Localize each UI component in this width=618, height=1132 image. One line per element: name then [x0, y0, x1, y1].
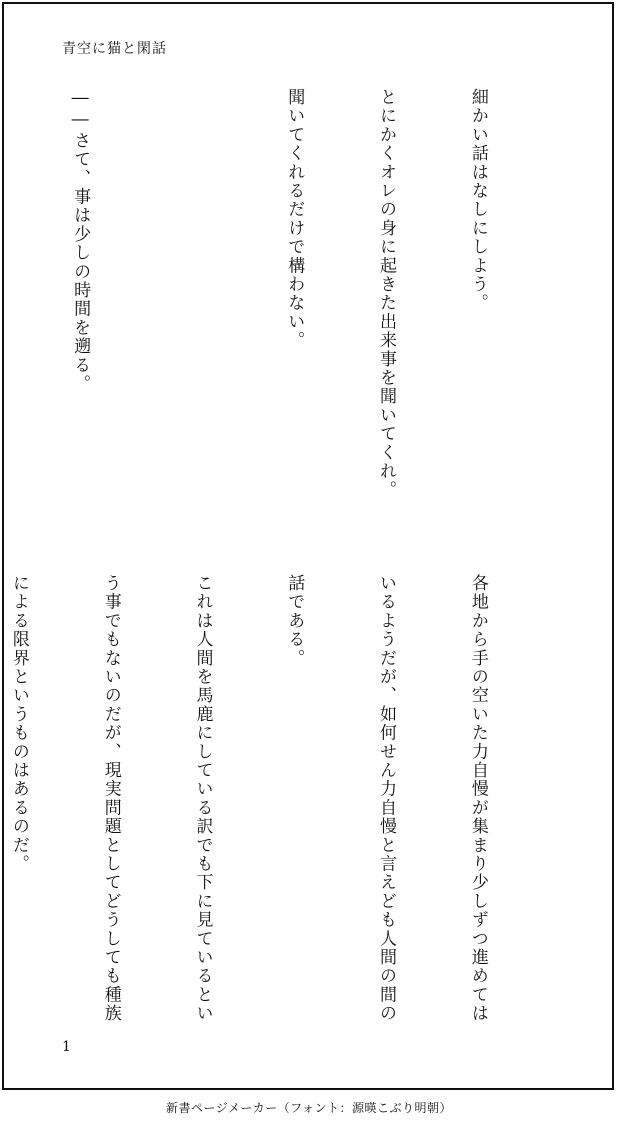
running-title: 青空に猫と閑話 [62, 41, 167, 57]
text-line: 聞いてくれるだけで構わない。 [284, 88, 305, 350]
page-number: 1 [62, 1039, 71, 1055]
text-line: による限界というものはあるのだ。 [8, 574, 29, 874]
text-line: 各地から手の空いた力自慢が集まり少しずつ進めては [467, 574, 488, 1023]
text-line: これは人間を馬鹿にしている訳でも下に見ているとい [192, 574, 213, 1023]
footer-credit: 新書ページメーカー（フォント：源暎こぶり明朝） [165, 1101, 453, 1115]
text-line: ――さて、事は少しの時間を遡る。 [70, 88, 91, 394]
page-frame [2, 2, 614, 1090]
upper-text-column [0, 88, 554, 537]
text-line: いるようだが、如何せん力自慢と言えども人間の間の [376, 574, 397, 1023]
text-line: 細かい話はなしにしよう。 [467, 88, 488, 313]
text-line: 話である。 [284, 574, 305, 668]
lower-text-column [0, 574, 554, 1023]
text-line: とにかくオレの身に起きた出来事を聞いてくれ。 [376, 88, 397, 500]
text-line: う事でもないのだが、現実問題としてどうしても種族 [100, 574, 121, 1023]
